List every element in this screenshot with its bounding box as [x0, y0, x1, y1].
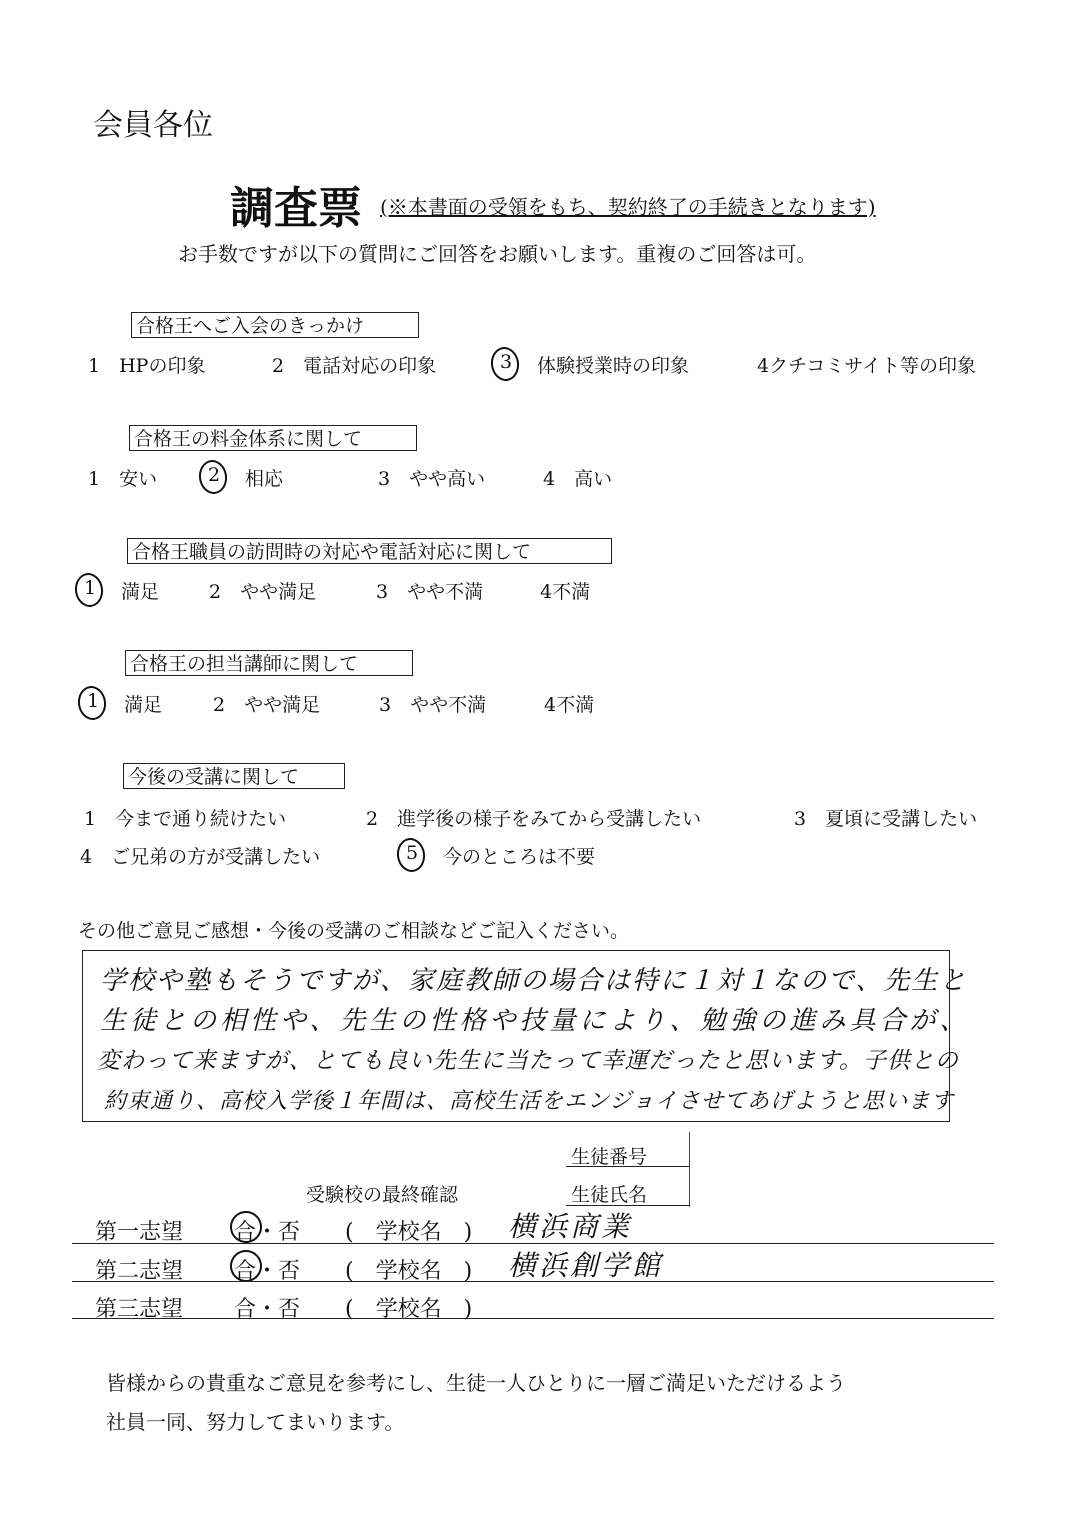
choice-2-underline: [72, 1281, 994, 1282]
q5-option-1[interactable]: 1 今まで通り続けたい: [84, 808, 287, 830]
comment-line-4: 約束通り、高校入学後１年間は、高校生活をエンジョイさせてあげようと思います: [104, 1089, 955, 1114]
q5-label: 今後の受講に関して: [123, 763, 345, 789]
q1-option-4[interactable]: 4クチコミサイト等の印象: [757, 355, 976, 377]
comments-prompt: その他ご意見ご感想・今後の受講のご相談などご記入ください。: [78, 920, 630, 942]
q1-option-2[interactable]: 2 電話対応の印象: [272, 355, 437, 377]
page-title: 調査票: [230, 183, 362, 234]
student-info-divider: [689, 1132, 690, 1207]
q5-option-2[interactable]: 2 進学後の様子をみてから受講したい: [366, 808, 702, 830]
q3-option-1-text[interactable]: 満足: [121, 581, 160, 603]
q3-option-2[interactable]: 2 やや満足: [209, 581, 317, 603]
q4-option-3[interactable]: 3 やや不満: [379, 694, 487, 716]
q2-option-2-text[interactable]: 相応: [245, 468, 284, 490]
instruction: お手数ですが以下の質問にご回答をお願いします。重複のご回答は可。: [178, 242, 817, 266]
student-name-label: 生徒氏名: [571, 1184, 648, 1206]
q2-option-2-number[interactable]: 2: [208, 464, 221, 486]
q5-option-4[interactable]: 4 ご兄弟の方が受講したい: [80, 846, 321, 868]
footer-line-2: 社員一同、努力してまいります。: [106, 1410, 405, 1434]
q2-option-1[interactable]: 1 安い: [88, 468, 158, 490]
choice-1-result[interactable]: 合・否: [234, 1220, 301, 1245]
q1-option-1[interactable]: 1 HPの印象: [88, 355, 206, 377]
q4-option-4[interactable]: 4不満: [544, 694, 595, 716]
choice-3-school-label: ( 学校名 ): [345, 1297, 473, 1322]
q1-option-3-number[interactable]: 3: [500, 351, 513, 373]
q3-option-4[interactable]: 4不満: [540, 581, 591, 603]
choice-1-school: 横浜商業: [508, 1210, 633, 1243]
student-number-label: 生徒番号: [571, 1146, 648, 1168]
choice-1-school-label: ( 学校名 ): [345, 1220, 473, 1245]
choice-3-label: 第三志望: [95, 1297, 184, 1322]
addressee: 会員各位: [93, 108, 213, 143]
q4-label: 合格王の担当講師に関して: [125, 650, 413, 676]
q1-label: 合格王へご入会のきっかけ: [131, 312, 419, 338]
choice-3-underline: [72, 1318, 994, 1319]
choice-2-result[interactable]: 合・否: [234, 1259, 301, 1284]
choice-3-result[interactable]: 合・否: [234, 1297, 301, 1322]
comment-line-3: 変わって来ますが、とても良い先生に当たって幸運だったと思います。子供との: [97, 1048, 959, 1074]
q1-option-3-text[interactable]: 体験授業時の印象: [537, 355, 690, 377]
q4-option-1-text[interactable]: 満足: [124, 694, 163, 716]
q2-option-4[interactable]: 4 高い: [543, 468, 613, 490]
q5-option-3[interactable]: 3 夏頃に受講したい: [794, 808, 978, 830]
comment-line-1: 学校や塾もそうですが、家庭教師の場合は特に１対１なので、先生と: [100, 966, 968, 996]
q2-label: 合格王の料金体系に関して: [129, 425, 417, 451]
choice-2-label: 第二志望: [95, 1259, 184, 1284]
choice-2-school: 横浜創学館: [508, 1249, 664, 1282]
q2-option-3[interactable]: 3 やや高い: [378, 468, 486, 490]
final-check-label: 受験校の最終確認: [306, 1184, 459, 1206]
student-number-underline: [566, 1166, 689, 1167]
q3-label: 合格王職員の訪問時の対応や電話対応に関して: [127, 538, 612, 564]
q4-option-2[interactable]: 2 やや満足: [213, 694, 321, 716]
q5-option-5-text[interactable]: 今のところは不要: [443, 846, 596, 868]
q3-option-3[interactable]: 3 やや不満: [376, 581, 484, 603]
choice-1-label: 第一志望: [95, 1220, 184, 1245]
comment-line-2: 生徒との相性や、先生の性格や技量により、勉強の進み具合が、: [100, 1006, 970, 1036]
q5-option-5-number[interactable]: 5: [406, 842, 419, 864]
q3-option-1-number[interactable]: 1: [84, 577, 97, 599]
q4-option-1-number[interactable]: 1: [87, 690, 100, 712]
choice-2-school-label: ( 学校名 ): [345, 1259, 473, 1284]
footer-line-1: 皆様からの貴重なご意見を参考にし、生徒一人ひとりに一層ご満足いただけるよう: [106, 1371, 846, 1395]
title-note: (※本書面の受領をもち、契約終了の手続きとなります): [380, 195, 876, 219]
